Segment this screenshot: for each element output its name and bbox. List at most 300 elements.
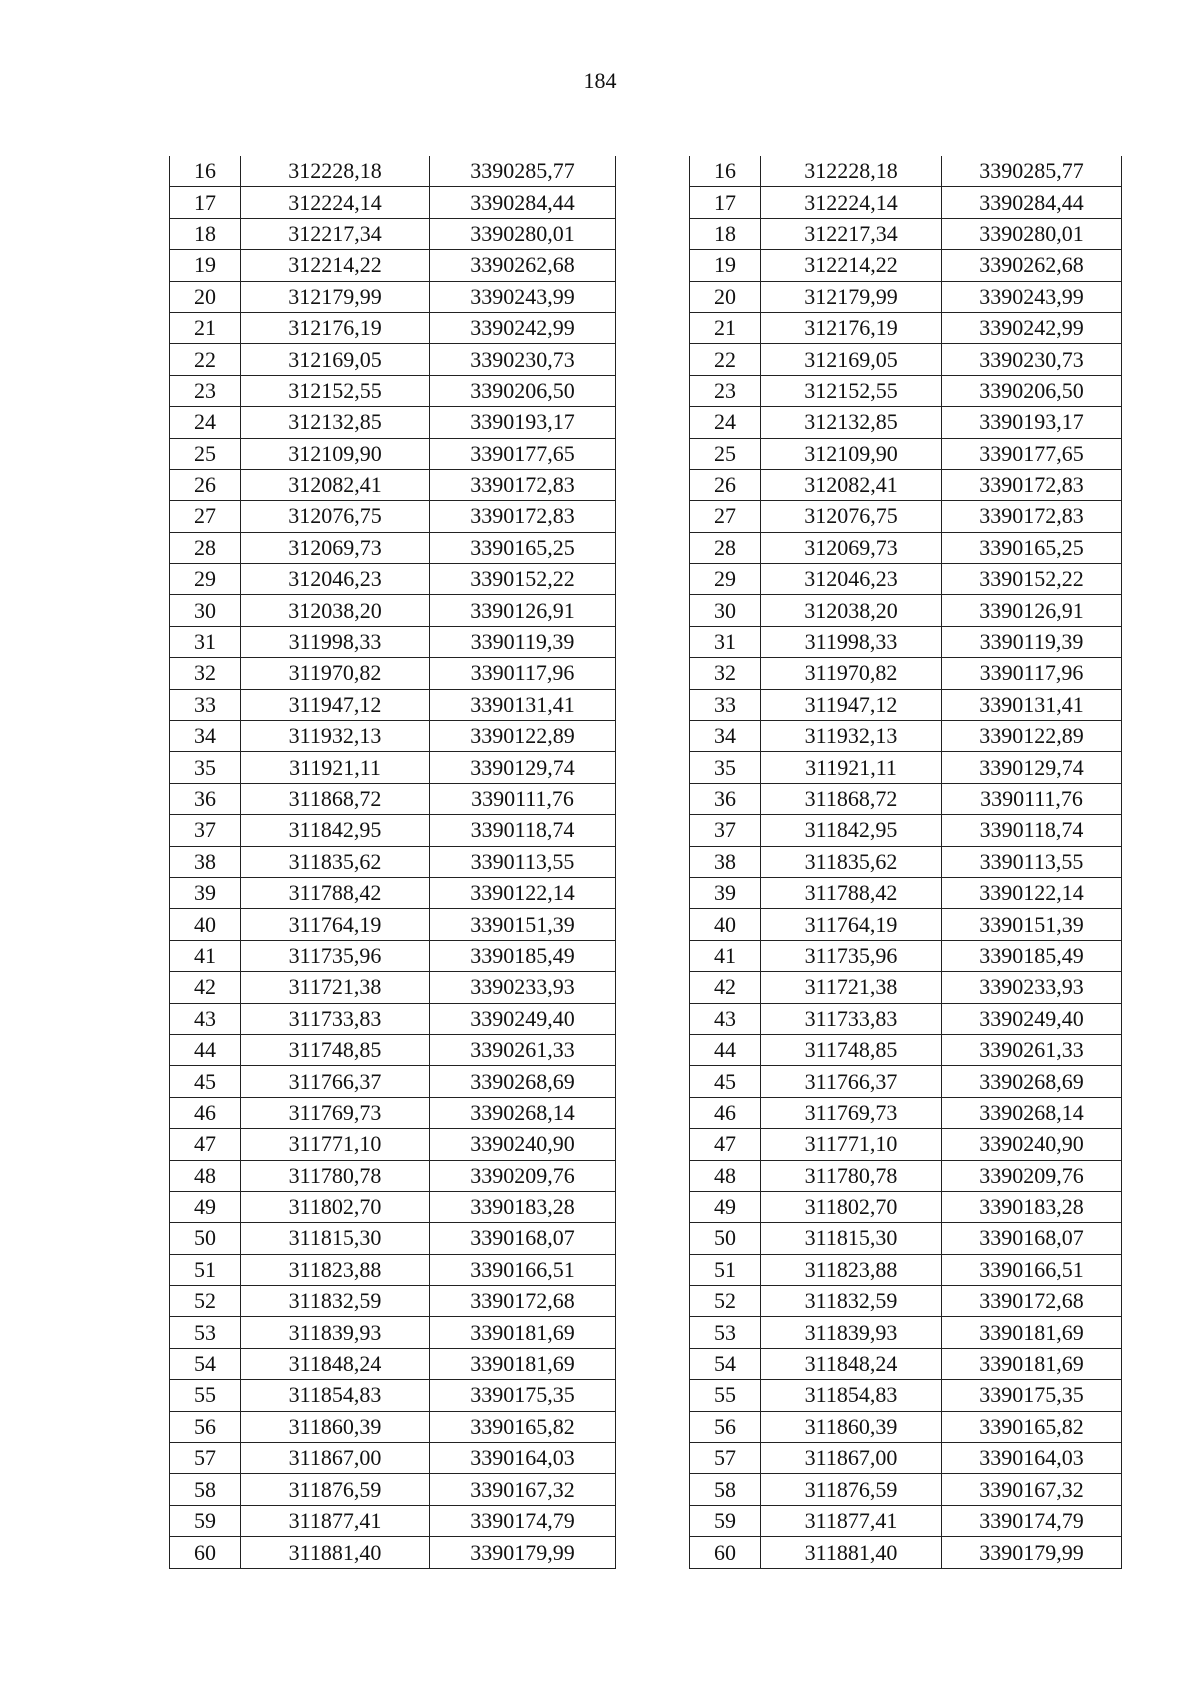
table-row xyxy=(690,501,1122,532)
y-coordinate-cell: 3390168,07 xyxy=(942,1223,1122,1254)
table-row xyxy=(170,1191,616,1222)
table-row xyxy=(170,1474,616,1505)
x-coordinate-cell: 312214,22 xyxy=(241,250,430,281)
y-coordinate-cell: 3390119,39 xyxy=(430,626,616,657)
point-number-cell: 32 xyxy=(690,658,761,689)
y-coordinate-cell: 3390119,39 xyxy=(942,626,1122,657)
table-row xyxy=(690,375,1122,406)
table-row xyxy=(170,1317,616,1348)
table-row xyxy=(170,532,616,563)
point-number-cell: 40 xyxy=(170,909,241,940)
x-coordinate-cell: 312109,90 xyxy=(241,438,430,469)
x-coordinate-cell: 311932,13 xyxy=(761,721,942,752)
x-coordinate-cell: 312179,99 xyxy=(761,281,942,312)
y-coordinate-cell: 3390165,25 xyxy=(942,532,1122,563)
x-coordinate-cell: 311748,85 xyxy=(241,1034,430,1065)
y-coordinate-cell: 3390243,99 xyxy=(942,281,1122,312)
point-number-cell: 17 xyxy=(170,187,241,218)
table-row xyxy=(690,1286,1122,1317)
table-row xyxy=(170,752,616,783)
y-coordinate-cell: 3390122,89 xyxy=(430,721,616,752)
point-number-cell: 42 xyxy=(170,972,241,1003)
table-row xyxy=(690,218,1122,249)
point-number-cell: 55 xyxy=(690,1380,761,1411)
y-coordinate-cell: 3390164,03 xyxy=(430,1443,616,1474)
table-row xyxy=(690,1411,1122,1442)
y-coordinate-cell: 3390113,55 xyxy=(430,846,616,877)
point-number-cell: 49 xyxy=(170,1191,241,1222)
point-number-cell: 56 xyxy=(690,1411,761,1442)
point-number-cell: 58 xyxy=(690,1474,761,1505)
x-coordinate-cell: 311771,10 xyxy=(241,1129,430,1160)
y-coordinate-cell: 3390167,32 xyxy=(942,1474,1122,1505)
y-coordinate-cell: 3390206,50 xyxy=(942,375,1122,406)
x-coordinate-cell: 311876,59 xyxy=(241,1474,430,1505)
table-row xyxy=(690,1254,1122,1285)
point-number-cell: 60 xyxy=(170,1537,241,1569)
y-coordinate-cell: 3390183,28 xyxy=(942,1191,1122,1222)
y-coordinate-cell: 3390152,22 xyxy=(430,564,616,595)
y-coordinate-cell: 3390172,68 xyxy=(942,1286,1122,1317)
table-row xyxy=(690,1317,1122,1348)
y-coordinate-cell: 3390230,73 xyxy=(942,344,1122,375)
table-row xyxy=(170,407,616,438)
y-coordinate-cell: 3390242,99 xyxy=(942,312,1122,343)
point-number-cell: 57 xyxy=(690,1443,761,1474)
table-row xyxy=(690,815,1122,846)
point-number-cell: 31 xyxy=(170,626,241,657)
x-coordinate-cell: 311766,37 xyxy=(241,1066,430,1097)
x-coordinate-cell: 312217,34 xyxy=(761,218,942,249)
x-coordinate-cell: 312176,19 xyxy=(761,312,942,343)
point-number-cell: 32 xyxy=(170,658,241,689)
table-row xyxy=(690,752,1122,783)
y-coordinate-cell: 3390129,74 xyxy=(430,752,616,783)
coordinate-table-body xyxy=(170,156,616,1569)
y-coordinate-cell: 3390177,65 xyxy=(430,438,616,469)
y-coordinate-cell: 3390177,65 xyxy=(942,438,1122,469)
x-coordinate-cell: 312152,55 xyxy=(761,375,942,406)
y-coordinate-cell: 3390172,83 xyxy=(430,501,616,532)
x-coordinate-cell: 311839,93 xyxy=(241,1317,430,1348)
y-coordinate-cell: 3390175,35 xyxy=(942,1380,1122,1411)
y-coordinate-cell: 3390268,69 xyxy=(430,1066,616,1097)
y-coordinate-cell: 3390111,76 xyxy=(942,783,1122,814)
point-number-cell: 22 xyxy=(170,344,241,375)
y-coordinate-cell: 3390233,93 xyxy=(430,972,616,1003)
x-coordinate-cell: 311854,83 xyxy=(241,1380,430,1411)
x-coordinate-cell: 311947,12 xyxy=(761,689,942,720)
table-row xyxy=(170,877,616,908)
table-row xyxy=(170,972,616,1003)
y-coordinate-cell: 3390152,22 xyxy=(942,564,1122,595)
table-row xyxy=(170,1505,616,1536)
x-coordinate-cell: 311832,59 xyxy=(241,1286,430,1317)
point-number-cell: 41 xyxy=(170,940,241,971)
table-row xyxy=(170,1003,616,1034)
y-coordinate-cell: 3390181,69 xyxy=(430,1348,616,1379)
table-row xyxy=(690,626,1122,657)
point-number-cell: 42 xyxy=(690,972,761,1003)
point-number-cell: 41 xyxy=(690,940,761,971)
y-coordinate-cell: 3390209,76 xyxy=(942,1160,1122,1191)
x-coordinate-cell: 311721,38 xyxy=(761,972,942,1003)
point-number-cell: 39 xyxy=(170,877,241,908)
point-number-cell: 47 xyxy=(690,1129,761,1160)
table-row xyxy=(690,1223,1122,1254)
x-coordinate-cell: 312038,20 xyxy=(241,595,430,626)
y-coordinate-cell: 3390193,17 xyxy=(430,407,616,438)
point-number-cell: 19 xyxy=(170,250,241,281)
table-row xyxy=(170,501,616,532)
point-number-cell: 51 xyxy=(170,1254,241,1285)
table-row xyxy=(170,783,616,814)
x-coordinate-cell: 311881,40 xyxy=(761,1537,942,1569)
x-coordinate-cell: 311788,42 xyxy=(761,877,942,908)
table-row xyxy=(690,1348,1122,1379)
x-coordinate-cell: 311860,39 xyxy=(761,1411,942,1442)
x-coordinate-cell: 311823,88 xyxy=(761,1254,942,1285)
y-coordinate-cell: 3390129,74 xyxy=(942,752,1122,783)
x-coordinate-cell: 311854,83 xyxy=(761,1380,942,1411)
x-coordinate-cell: 311868,72 xyxy=(761,783,942,814)
table-row xyxy=(170,438,616,469)
table-row xyxy=(690,1066,1122,1097)
table-row xyxy=(170,375,616,406)
point-number-cell: 33 xyxy=(690,689,761,720)
point-number-cell: 28 xyxy=(690,532,761,563)
x-coordinate-cell: 311815,30 xyxy=(241,1223,430,1254)
y-coordinate-cell: 3390175,35 xyxy=(430,1380,616,1411)
y-coordinate-cell: 3390151,39 xyxy=(430,909,616,940)
point-number-cell: 21 xyxy=(690,312,761,343)
y-coordinate-cell: 3390122,89 xyxy=(942,721,1122,752)
x-coordinate-cell: 311769,73 xyxy=(241,1097,430,1128)
y-coordinate-cell: 3390280,01 xyxy=(942,218,1122,249)
table-row xyxy=(690,658,1122,689)
x-coordinate-cell: 311748,85 xyxy=(761,1034,942,1065)
point-number-cell: 47 xyxy=(170,1129,241,1160)
point-number-cell: 58 xyxy=(170,1474,241,1505)
point-number-cell: 37 xyxy=(690,815,761,846)
y-coordinate-cell: 3390172,83 xyxy=(942,469,1122,500)
x-coordinate-cell: 311876,59 xyxy=(761,1474,942,1505)
x-coordinate-cell: 311735,96 xyxy=(761,940,942,971)
x-coordinate-cell: 311921,11 xyxy=(761,752,942,783)
x-coordinate-cell: 311998,33 xyxy=(241,626,430,657)
point-number-cell: 19 xyxy=(690,250,761,281)
point-number-cell: 30 xyxy=(170,595,241,626)
x-coordinate-cell: 312214,22 xyxy=(761,250,942,281)
x-coordinate-cell: 311868,72 xyxy=(241,783,430,814)
table-row xyxy=(690,1097,1122,1128)
point-number-cell: 25 xyxy=(170,438,241,469)
point-number-cell: 25 xyxy=(690,438,761,469)
y-coordinate-cell: 3390122,14 xyxy=(942,877,1122,908)
y-coordinate-cell: 3390193,17 xyxy=(942,407,1122,438)
y-coordinate-cell: 3390230,73 xyxy=(430,344,616,375)
x-coordinate-cell: 311802,70 xyxy=(241,1191,430,1222)
x-coordinate-cell: 312069,73 xyxy=(241,532,430,563)
table-row xyxy=(690,909,1122,940)
table-row xyxy=(170,595,616,626)
point-number-cell: 50 xyxy=(690,1223,761,1254)
y-coordinate-cell: 3390185,49 xyxy=(942,940,1122,971)
table-row xyxy=(690,438,1122,469)
point-number-cell: 23 xyxy=(170,375,241,406)
table-row xyxy=(690,156,1122,187)
table-row xyxy=(170,1097,616,1128)
table-row xyxy=(690,187,1122,218)
table-row xyxy=(170,1443,616,1474)
point-number-cell: 27 xyxy=(690,501,761,532)
x-coordinate-cell: 312224,14 xyxy=(241,187,430,218)
x-coordinate-cell: 312069,73 xyxy=(761,532,942,563)
point-number-cell: 27 xyxy=(170,501,241,532)
x-coordinate-cell: 311733,83 xyxy=(241,1003,430,1034)
point-number-cell: 34 xyxy=(170,721,241,752)
table-row xyxy=(170,344,616,375)
x-coordinate-cell: 312132,85 xyxy=(241,407,430,438)
table-row xyxy=(170,1537,616,1569)
point-number-cell: 51 xyxy=(690,1254,761,1285)
x-coordinate-cell: 311788,42 xyxy=(241,877,430,908)
point-number-cell: 52 xyxy=(690,1286,761,1317)
table-row xyxy=(170,1223,616,1254)
point-number-cell: 26 xyxy=(690,469,761,500)
x-coordinate-cell: 311721,38 xyxy=(241,972,430,1003)
y-coordinate-cell: 3390243,99 xyxy=(430,281,616,312)
y-coordinate-cell: 3390166,51 xyxy=(430,1254,616,1285)
coordinate-table-body xyxy=(690,156,1122,1569)
x-coordinate-cell: 311771,10 xyxy=(761,1129,942,1160)
point-number-cell: 45 xyxy=(170,1066,241,1097)
x-coordinate-cell: 312169,05 xyxy=(761,344,942,375)
point-number-cell: 46 xyxy=(170,1097,241,1128)
x-coordinate-cell: 312076,75 xyxy=(761,501,942,532)
point-number-cell: 49 xyxy=(690,1191,761,1222)
x-coordinate-cell: 311835,62 xyxy=(241,846,430,877)
table-row xyxy=(170,187,616,218)
table-row xyxy=(170,909,616,940)
y-coordinate-cell: 3390111,76 xyxy=(430,783,616,814)
x-coordinate-cell: 311881,40 xyxy=(241,1537,430,1569)
x-coordinate-cell: 311766,37 xyxy=(761,1066,942,1097)
y-coordinate-cell: 3390117,96 xyxy=(942,658,1122,689)
x-coordinate-cell: 311764,19 xyxy=(241,909,430,940)
x-coordinate-cell: 311842,95 xyxy=(241,815,430,846)
table-row xyxy=(690,877,1122,908)
y-coordinate-cell: 3390166,51 xyxy=(942,1254,1122,1285)
x-coordinate-cell: 311877,41 xyxy=(241,1505,430,1536)
table-row xyxy=(690,1505,1122,1536)
x-coordinate-cell: 311921,11 xyxy=(241,752,430,783)
y-coordinate-cell: 3390268,69 xyxy=(942,1066,1122,1097)
table-row xyxy=(690,1380,1122,1411)
point-number-cell: 34 xyxy=(690,721,761,752)
table-row xyxy=(690,1474,1122,1505)
y-coordinate-cell: 3390172,68 xyxy=(430,1286,616,1317)
point-number-cell: 28 xyxy=(170,532,241,563)
y-coordinate-cell: 3390181,69 xyxy=(942,1348,1122,1379)
table-row xyxy=(690,846,1122,877)
point-number-cell: 57 xyxy=(170,1443,241,1474)
table-row xyxy=(690,1003,1122,1034)
table-row xyxy=(170,1286,616,1317)
point-number-cell: 30 xyxy=(690,595,761,626)
y-coordinate-cell: 3390118,74 xyxy=(430,815,616,846)
point-number-cell: 43 xyxy=(690,1003,761,1034)
table-row xyxy=(170,281,616,312)
y-coordinate-cell: 3390284,44 xyxy=(942,187,1122,218)
x-coordinate-cell: 312224,14 xyxy=(761,187,942,218)
point-number-cell: 50 xyxy=(170,1223,241,1254)
point-number-cell: 39 xyxy=(690,877,761,908)
x-coordinate-cell: 312132,85 xyxy=(761,407,942,438)
x-coordinate-cell: 312038,20 xyxy=(761,595,942,626)
x-coordinate-cell: 311842,95 xyxy=(761,815,942,846)
y-coordinate-cell: 3390209,76 xyxy=(430,1160,616,1191)
y-coordinate-cell: 3390280,01 xyxy=(430,218,616,249)
x-coordinate-cell: 311735,96 xyxy=(241,940,430,971)
table-row xyxy=(690,689,1122,720)
x-coordinate-cell: 311860,39 xyxy=(241,1411,430,1442)
y-coordinate-cell: 3390131,41 xyxy=(942,689,1122,720)
x-coordinate-cell: 312176,19 xyxy=(241,312,430,343)
x-coordinate-cell: 311832,59 xyxy=(761,1286,942,1317)
x-coordinate-cell: 312217,34 xyxy=(241,218,430,249)
y-coordinate-cell: 3390179,99 xyxy=(430,1537,616,1569)
point-number-cell: 52 xyxy=(170,1286,241,1317)
y-coordinate-cell: 3390165,82 xyxy=(430,1411,616,1442)
y-coordinate-cell: 3390183,28 xyxy=(430,1191,616,1222)
table-row xyxy=(170,250,616,281)
y-coordinate-cell: 3390261,33 xyxy=(430,1034,616,1065)
point-number-cell: 24 xyxy=(690,407,761,438)
point-number-cell: 56 xyxy=(170,1411,241,1442)
x-coordinate-cell: 311877,41 xyxy=(761,1505,942,1536)
table-row xyxy=(690,281,1122,312)
x-coordinate-cell: 312076,75 xyxy=(241,501,430,532)
point-number-cell: 20 xyxy=(690,281,761,312)
y-coordinate-cell: 3390285,77 xyxy=(430,156,616,187)
point-number-cell: 46 xyxy=(690,1097,761,1128)
point-number-cell: 16 xyxy=(170,156,241,187)
y-coordinate-cell: 3390268,14 xyxy=(942,1097,1122,1128)
y-coordinate-cell: 3390185,49 xyxy=(430,940,616,971)
table-row xyxy=(690,344,1122,375)
table-row xyxy=(690,564,1122,595)
table-row xyxy=(170,1160,616,1191)
x-coordinate-cell: 311815,30 xyxy=(761,1223,942,1254)
y-coordinate-cell: 3390233,93 xyxy=(942,972,1122,1003)
table-row xyxy=(690,1191,1122,1222)
point-number-cell: 36 xyxy=(690,783,761,814)
y-coordinate-cell: 3390181,69 xyxy=(430,1317,616,1348)
table-row xyxy=(690,312,1122,343)
point-number-cell: 20 xyxy=(170,281,241,312)
page-number: 184 xyxy=(583,68,617,93)
point-number-cell: 26 xyxy=(170,469,241,500)
table-row xyxy=(690,783,1122,814)
y-coordinate-cell: 3390268,14 xyxy=(430,1097,616,1128)
table-row xyxy=(690,250,1122,281)
table-row xyxy=(170,815,616,846)
x-coordinate-cell: 311947,12 xyxy=(241,689,430,720)
x-coordinate-cell: 311998,33 xyxy=(761,626,942,657)
x-coordinate-cell: 311823,88 xyxy=(241,1254,430,1285)
table-row xyxy=(170,1066,616,1097)
y-coordinate-cell: 3390242,99 xyxy=(430,312,616,343)
table-row xyxy=(170,658,616,689)
y-coordinate-cell: 3390174,79 xyxy=(942,1505,1122,1536)
x-coordinate-cell: 312046,23 xyxy=(761,564,942,595)
table-row xyxy=(690,972,1122,1003)
coordinate-table-right xyxy=(689,156,1122,1569)
y-coordinate-cell: 3390122,14 xyxy=(430,877,616,908)
point-number-cell: 44 xyxy=(690,1034,761,1065)
point-number-cell: 18 xyxy=(690,218,761,249)
point-number-cell: 37 xyxy=(170,815,241,846)
point-number-cell: 38 xyxy=(170,846,241,877)
point-number-cell: 35 xyxy=(170,752,241,783)
point-number-cell: 24 xyxy=(170,407,241,438)
table-row xyxy=(690,1443,1122,1474)
point-number-cell: 21 xyxy=(170,312,241,343)
point-number-cell: 53 xyxy=(170,1317,241,1348)
point-number-cell: 18 xyxy=(170,218,241,249)
point-number-cell: 59 xyxy=(170,1505,241,1536)
point-number-cell: 60 xyxy=(690,1537,761,1569)
x-coordinate-cell: 312082,41 xyxy=(241,469,430,500)
y-coordinate-cell: 3390179,99 xyxy=(942,1537,1122,1569)
y-coordinate-cell: 3390126,91 xyxy=(942,595,1122,626)
y-coordinate-cell: 3390165,82 xyxy=(942,1411,1122,1442)
y-coordinate-cell: 3390167,32 xyxy=(430,1474,616,1505)
table-row xyxy=(170,1254,616,1285)
x-coordinate-cell: 312082,41 xyxy=(761,469,942,500)
table-row xyxy=(170,1034,616,1065)
x-coordinate-cell: 311848,24 xyxy=(241,1348,430,1379)
point-number-cell: 48 xyxy=(170,1160,241,1191)
x-coordinate-cell: 312228,18 xyxy=(761,156,942,187)
point-number-cell: 44 xyxy=(170,1034,241,1065)
point-number-cell: 29 xyxy=(170,564,241,595)
x-coordinate-cell: 312228,18 xyxy=(241,156,430,187)
y-coordinate-cell: 3390168,07 xyxy=(430,1223,616,1254)
table-row xyxy=(170,469,616,500)
point-number-cell: 54 xyxy=(170,1348,241,1379)
table-row xyxy=(690,1160,1122,1191)
table-row xyxy=(690,1034,1122,1065)
x-coordinate-cell: 312109,90 xyxy=(761,438,942,469)
x-coordinate-cell: 312169,05 xyxy=(241,344,430,375)
y-coordinate-cell: 3390181,69 xyxy=(942,1317,1122,1348)
point-number-cell: 17 xyxy=(690,187,761,218)
table-row xyxy=(170,564,616,595)
table-row xyxy=(170,1129,616,1160)
x-coordinate-cell: 311867,00 xyxy=(241,1443,430,1474)
table-row xyxy=(170,312,616,343)
point-number-cell: 40 xyxy=(690,909,761,940)
x-coordinate-cell: 311932,13 xyxy=(241,721,430,752)
table-row xyxy=(690,1537,1122,1569)
point-number-cell: 53 xyxy=(690,1317,761,1348)
y-coordinate-cell: 3390172,83 xyxy=(430,469,616,500)
table-row xyxy=(170,1411,616,1442)
y-coordinate-cell: 3390285,77 xyxy=(942,156,1122,187)
x-coordinate-cell: 311970,82 xyxy=(241,658,430,689)
